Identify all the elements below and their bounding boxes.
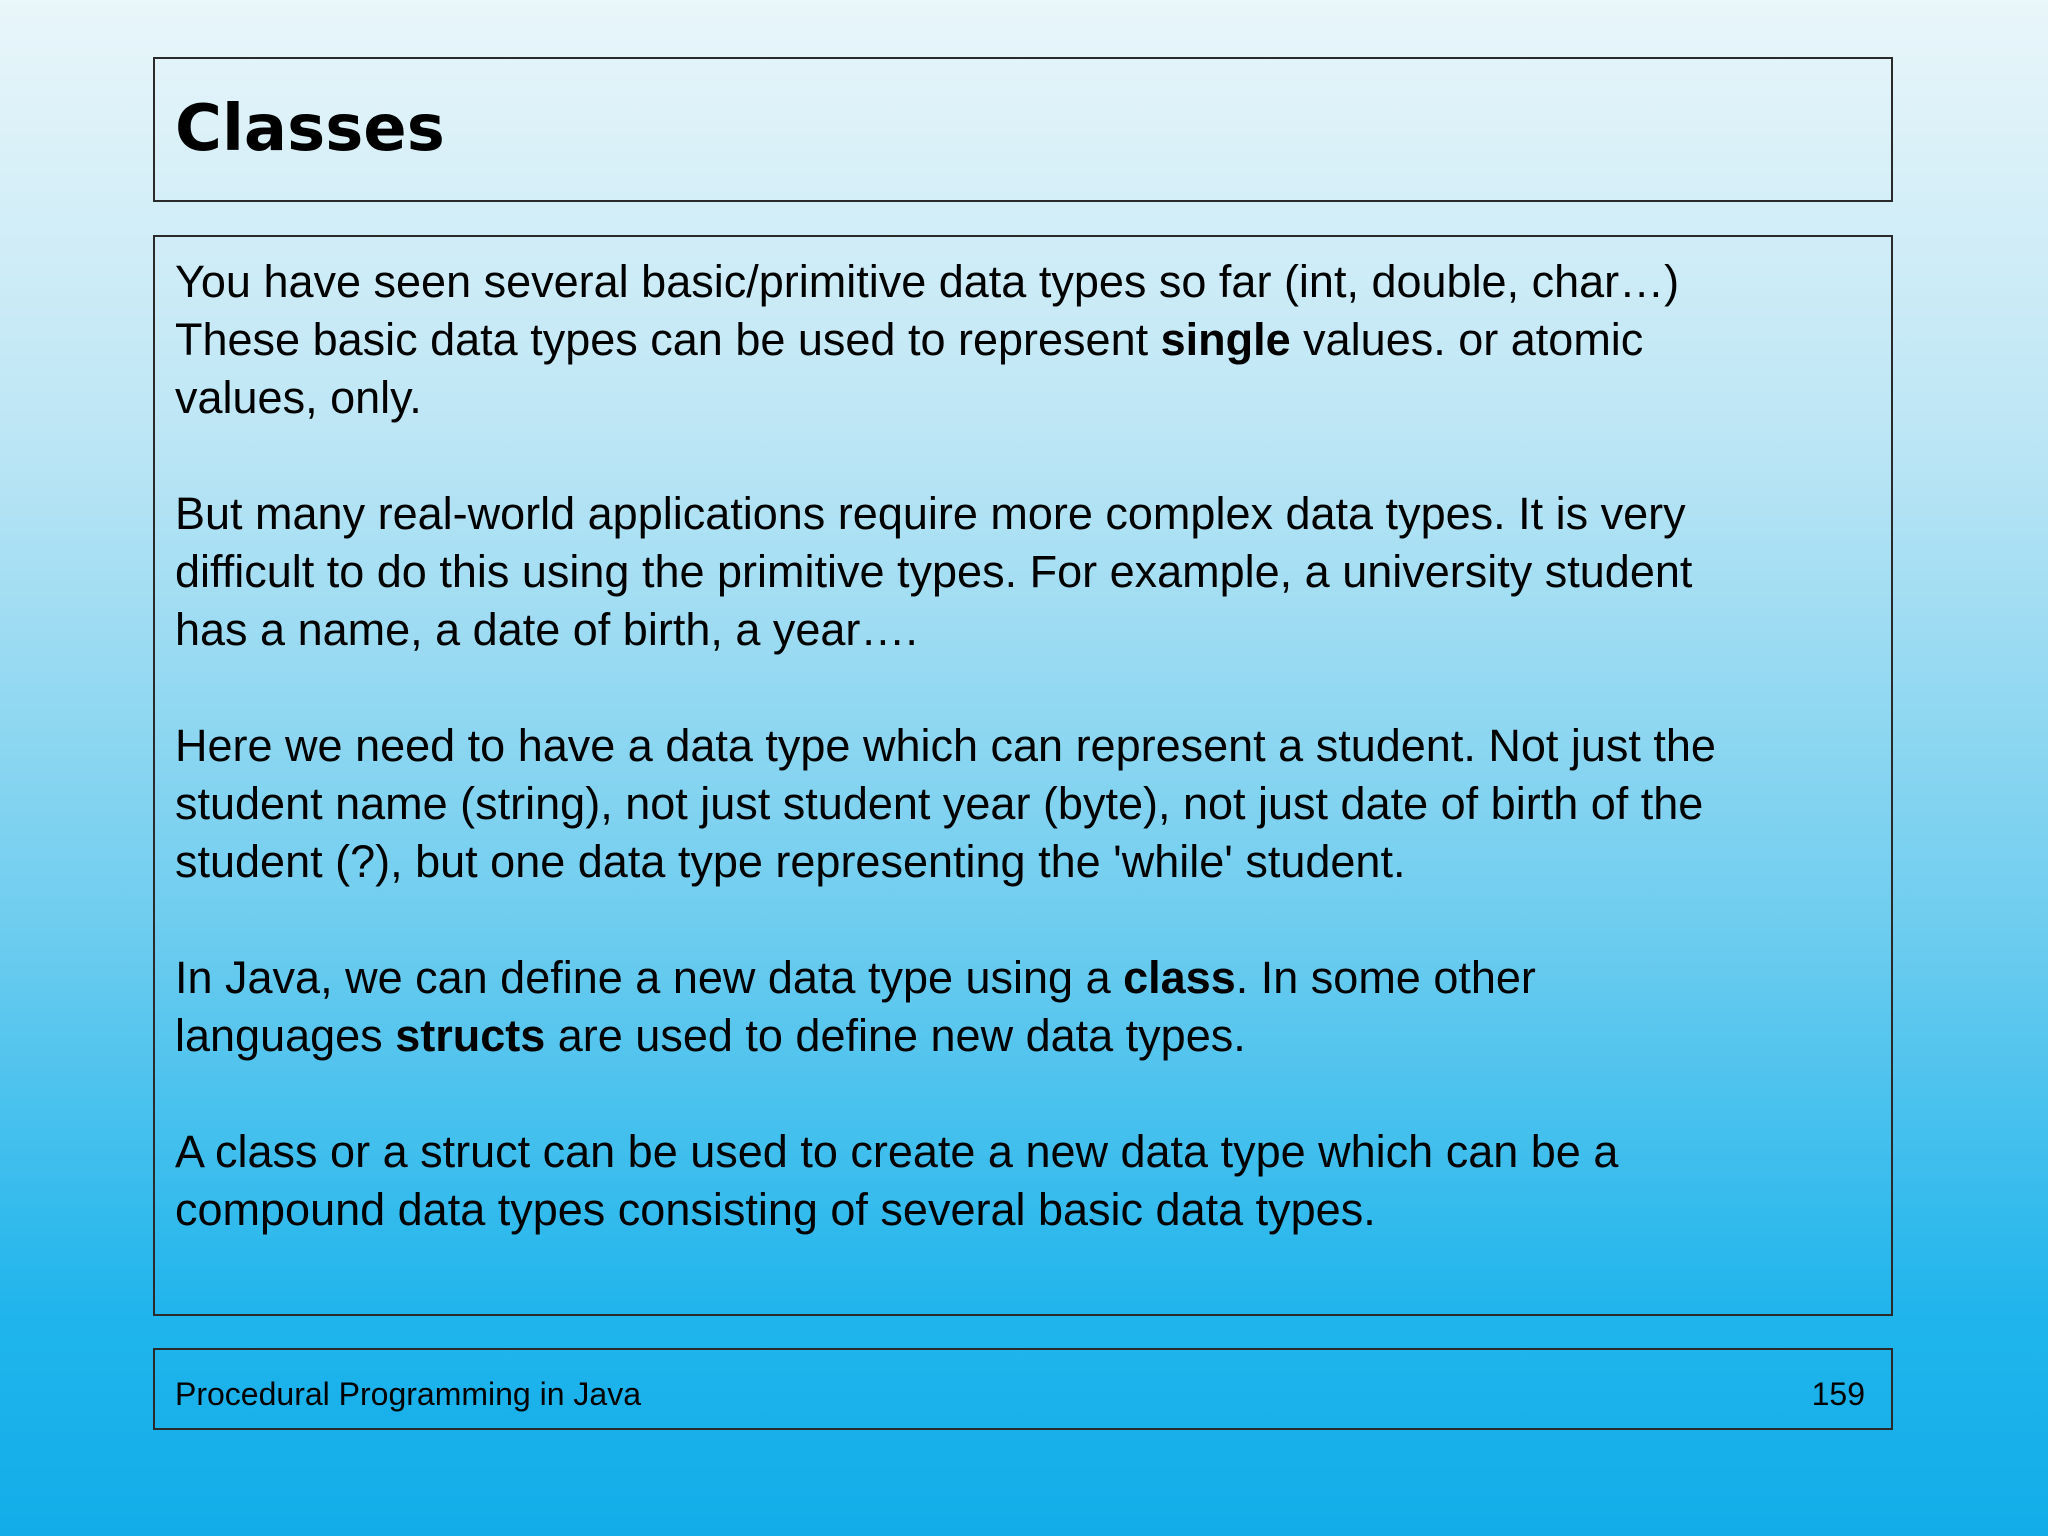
body-paragraph — [175, 485, 1871, 659]
text-run: You have seen several basic/primitive data types so far (int, double, char…) — [175, 256, 1680, 307]
text-run: These basic data types can be used to represent — [175, 314, 1161, 365]
text-run: compound data types consisting of several basic data types. — [175, 1184, 1376, 1235]
text-run: Here we need to have a data type which can represent a student. Not just the — [175, 720, 1716, 771]
text-run: are used to define new data types. — [545, 1010, 1246, 1061]
text-run: . In some other — [1235, 952, 1536, 1003]
emphasized-term: class — [1123, 952, 1236, 1003]
text-run: student (?), but one data type representing the 'while' student. — [175, 836, 1406, 887]
emphasized-term: single — [1160, 314, 1291, 365]
text-run: But many real-world applications require more complex data types. It is very — [175, 488, 1686, 539]
slide-title: Classes — [175, 92, 445, 166]
body-paragraph — [175, 949, 1871, 1065]
text-run: In Java, we can define a new data type using a — [175, 952, 1124, 1003]
text-run: difficult to do this using the primitive types. For example, a university student — [175, 546, 1693, 597]
text-run: languages — [175, 1010, 396, 1061]
footer — [153, 1348, 1893, 1430]
emphasized-term: structs — [395, 1010, 546, 1061]
body-paragraph — [175, 1123, 1871, 1239]
text-run: values. or atomic — [1290, 314, 1644, 365]
text-run: A class or a struct can be used to create a new data type which can be a — [175, 1126, 1619, 1177]
footer-course-title: Procedural Programming in Java — [175, 1376, 641, 1412]
body-paragraph — [175, 717, 1871, 891]
text-run: has a name, a date of birth, a year…. — [175, 604, 918, 655]
body-paragraph — [175, 253, 1871, 427]
title-box — [153, 57, 1893, 202]
text-run: student name (string), not just student year (byte), not just date of birth of the — [175, 778, 1704, 829]
text-run: values, only. — [175, 372, 422, 423]
page-number: 159 — [1811, 1376, 1865, 1412]
content-box — [153, 235, 1893, 1316]
